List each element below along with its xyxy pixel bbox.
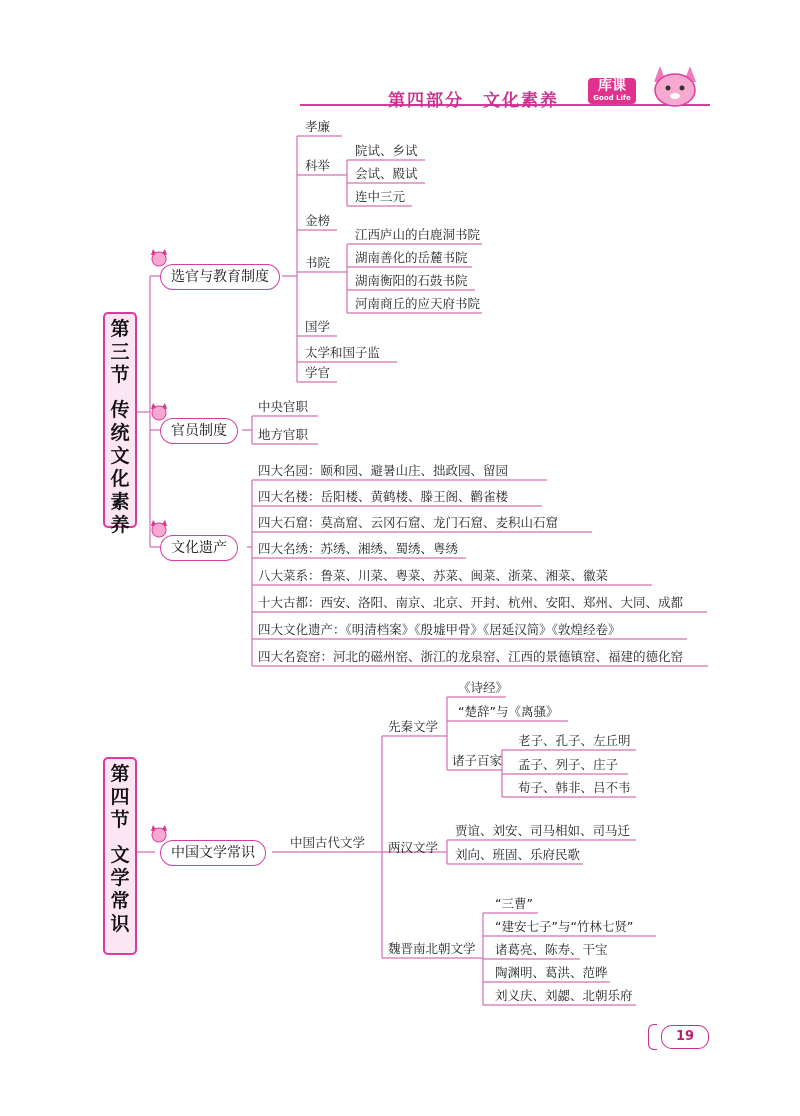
wei-jin-item: 刘义庆、刘勰、北朝乐府 [495, 988, 633, 1003]
section-4-title: 第 四 节 文 学 常 识 [103, 757, 137, 955]
wei-jin-label: 魏晋南北朝文学 [388, 941, 476, 956]
keju-sub-item: 院试、乡试 [355, 143, 418, 158]
keju-sub-item: 会试、殿试 [355, 166, 418, 181]
item-guoxue: 国学 [305, 319, 331, 334]
fox-icon [150, 247, 168, 267]
shuyuan-sub-item: 湖南衡阳的石鼓书院 [355, 273, 468, 288]
wei-jin-item: “建安七子”与“竹林七贤” [495, 919, 634, 934]
heritage-item: 四大名园：颐和园、避暑山庄、拙政园、留园 [258, 463, 509, 478]
wei-jin-item: “三曹” [495, 896, 533, 911]
page-number: 19 [661, 1025, 709, 1049]
brand-logo: 库课 Good Life [588, 78, 636, 104]
fox-icon [150, 823, 168, 843]
shuyuan-sub-item: 河南商丘的应天府书院 [355, 296, 481, 311]
heritage-item: 十大古都：西安、洛阳、南京、北京、开封、杭州、安阳、郑州、大同、成都 [258, 595, 684, 610]
heritage-item: 四大名绣：苏绣、湘绣、蜀绣、粤绣 [258, 541, 459, 556]
branch-cultural-heritage: 文化遗产 [160, 535, 238, 561]
ancient-literature-label: 中国古代文学 [290, 835, 366, 850]
branch-official-system: 官员制度 [160, 418, 238, 444]
heritage-item: 四大名楼：岳阳楼、黄鹤楼、滕王阁、鹳雀楼 [258, 489, 509, 504]
item-taixue: 太学和国子监 [305, 345, 381, 360]
han-item: 贾谊、刘安、司马相如、司马迁 [455, 823, 631, 838]
item-shuyuan: 书院 [305, 255, 331, 270]
item-xiaolian: 孝廉 [305, 119, 331, 134]
item-jinbang: 金榜 [305, 213, 331, 228]
han-label: 两汉文学 [388, 840, 439, 855]
item-keju: 科举 [305, 158, 331, 173]
section-3-title: 第 三 节 传 统 文 化 素 养 [103, 312, 137, 528]
pre-qin-item: “楚辞”与《离骚》 [458, 704, 559, 719]
zhuzi-item: 老子、孔子、左丘明 [518, 733, 631, 748]
branch-selection-education: 选官与教育制度 [160, 264, 280, 290]
branch-chinese-literature: 中国文学常识 [160, 840, 266, 866]
official-item: 中央官职 [258, 399, 309, 414]
pre-qin-label: 先秦文学 [388, 719, 439, 734]
shuyuan-sub-item: 湖南善化的岳麓书院 [355, 250, 468, 265]
heritage-item: 四大文化遗产：《明清档案》《殷墟甲骨》《居延汉简》《敦煌经卷》 [258, 622, 621, 637]
han-item: 刘向、班固、乐府民歌 [455, 847, 581, 862]
zhuzi-item: 孟子、列子、庄子 [518, 757, 619, 772]
heritage-item: 四大石窟：莫高窟、云冈石窟、龙门石窟、麦积山石窟 [258, 515, 559, 530]
header-title: 第四部分 文化素养 [388, 91, 559, 111]
wei-jin-item: 陶渊明、葛洪、范晔 [495, 965, 608, 980]
official-item: 地方官职 [258, 427, 309, 442]
zhuzi-label: 诸子百家 [452, 753, 503, 768]
wei-jin-item: 诸葛亮、陈寿、干宝 [495, 942, 608, 957]
zhuzi-item: 荀子、韩非、吕不韦 [518, 780, 631, 795]
page-number-ornament [648, 1024, 657, 1050]
item-xueguan: 学官 [305, 365, 331, 380]
heritage-item: 四大名瓷窑：河北的磁州窑、浙江的龙泉窑、江西的景德镇窑、福建的德化窑 [258, 649, 684, 664]
fox-icon [150, 401, 168, 421]
heritage-item: 八大菜系：鲁菜、川菜、粤菜、苏菜、闽菜、浙菜、湘菜、徽菜 [258, 568, 609, 583]
keju-sub-item: 连中三元 [355, 189, 406, 204]
fox-icon [150, 518, 168, 538]
pre-qin-item: 《诗经》 [458, 680, 509, 695]
shuyuan-sub-item: 江西庐山的白鹿洞书院 [355, 227, 481, 242]
